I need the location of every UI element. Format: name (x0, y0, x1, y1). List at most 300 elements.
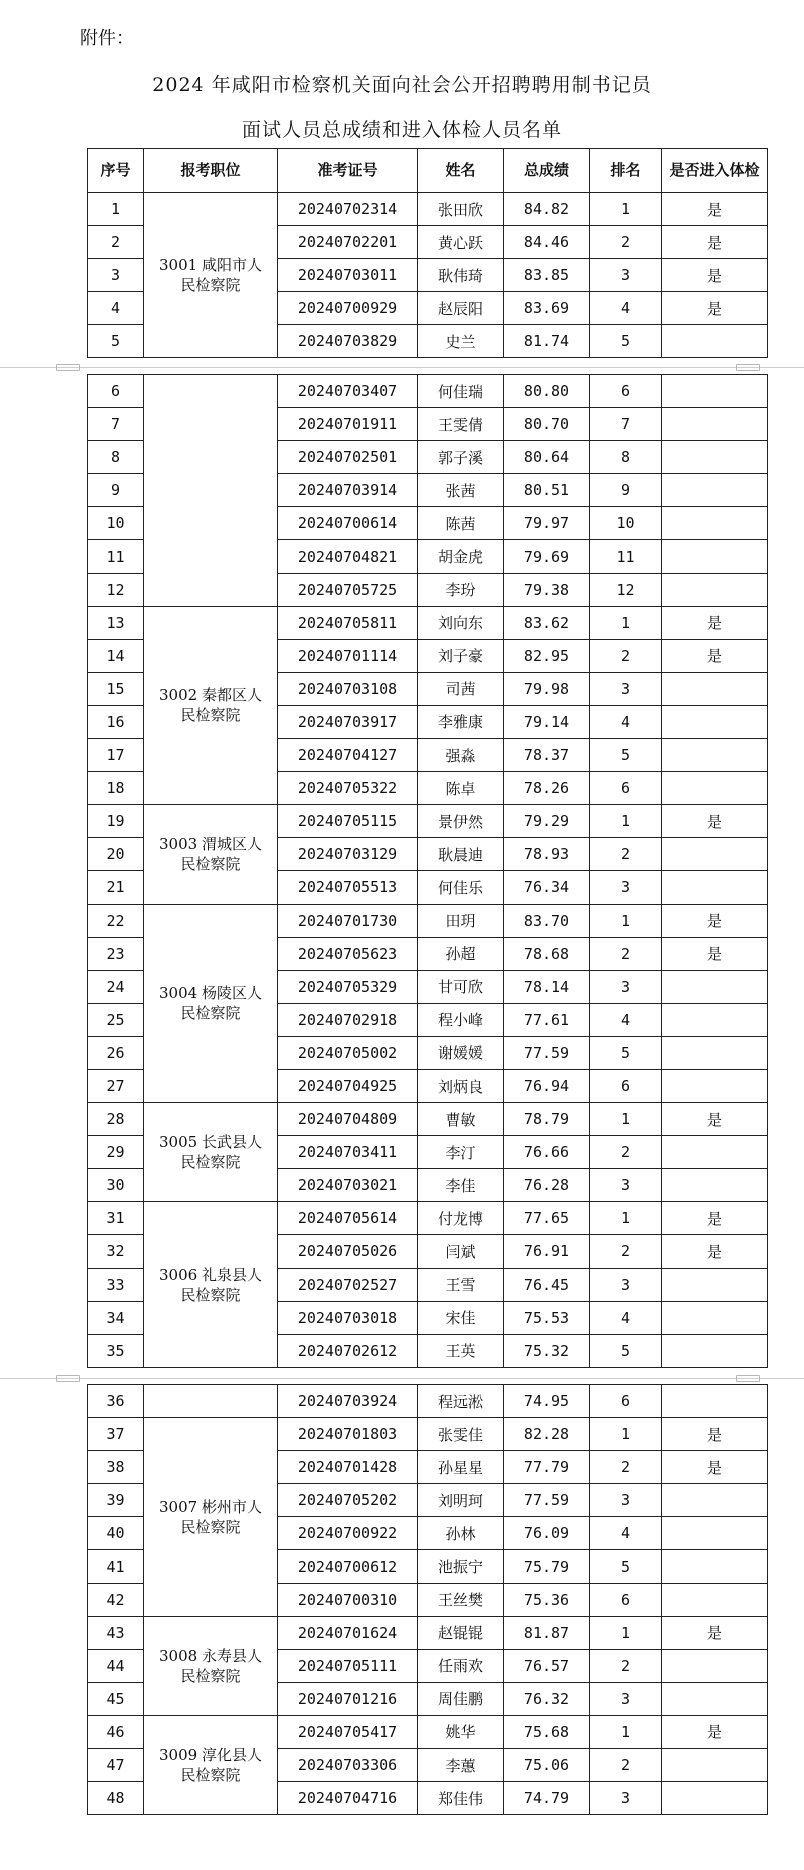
total-score: 79.38 (504, 573, 590, 606)
candidate-name: 程远淞 (418, 1385, 504, 1418)
candidate-name: 陈茜 (418, 507, 504, 540)
page-break-marker-left (56, 1375, 80, 1382)
column-header: 报考职位 (144, 149, 278, 193)
physical-exam-status (662, 1301, 768, 1334)
total-score: 77.59 (504, 1036, 590, 1069)
exam-id: 20240703924 (278, 1385, 418, 1418)
column-header: 是否进入体检 (662, 149, 768, 193)
total-score: 76.32 (504, 1682, 590, 1715)
total-score: 84.82 (504, 193, 590, 226)
exam-id: 20240703129 (278, 838, 418, 871)
exam-id: 20240703407 (278, 375, 418, 408)
column-header: 总成绩 (504, 149, 590, 193)
row-number: 34 (88, 1301, 144, 1334)
total-score: 78.37 (504, 739, 590, 772)
physical-exam-status (662, 1169, 768, 1202)
exam-id: 20240703018 (278, 1301, 418, 1334)
total-score: 82.28 (504, 1418, 590, 1451)
candidate-name: 孙超 (418, 937, 504, 970)
total-score: 75.36 (504, 1583, 590, 1616)
candidate-name: 黄心跃 (418, 226, 504, 259)
rank: 4 (590, 705, 662, 738)
rank: 2 (590, 639, 662, 672)
rank: 3 (590, 1484, 662, 1517)
row-number: 9 (88, 474, 144, 507)
position-cell: 3003 渭城区人民检察院 (144, 805, 278, 904)
exam-id: 20240700612 (278, 1550, 418, 1583)
rank: 3 (590, 871, 662, 904)
rank: 4 (590, 1517, 662, 1550)
results-table (87, 374, 768, 1368)
candidate-name: 赵锟锟 (418, 1616, 504, 1649)
physical-exam-status (662, 1385, 768, 1418)
exam-id: 20240705002 (278, 1036, 418, 1069)
candidate-name: 孙星星 (418, 1451, 504, 1484)
physical-exam-status (662, 1036, 768, 1069)
physical-exam-status (662, 573, 768, 606)
physical-exam-status (662, 705, 768, 738)
row-number: 42 (88, 1583, 144, 1616)
row-number: 14 (88, 639, 144, 672)
row-number: 43 (88, 1616, 144, 1649)
total-score: 81.87 (504, 1616, 590, 1649)
physical-exam-status (662, 739, 768, 772)
candidate-name: 李汀 (418, 1136, 504, 1169)
position-cell (144, 1385, 278, 1418)
table-row (88, 1103, 768, 1136)
row-number: 15 (88, 672, 144, 705)
row-number: 17 (88, 739, 144, 772)
candidate-name: 强淼 (418, 739, 504, 772)
candidate-name: 陈卓 (418, 772, 504, 805)
total-score: 76.28 (504, 1169, 590, 1202)
total-score: 81.74 (504, 325, 590, 358)
rank: 2 (590, 1235, 662, 1268)
rank: 4 (590, 1003, 662, 1036)
candidate-name: 刘炳良 (418, 1069, 504, 1102)
position-cell: 3001 咸阳市人民检察院 (144, 193, 278, 358)
row-number: 1 (88, 193, 144, 226)
physical-exam-status (662, 838, 768, 871)
exam-id: 20240702612 (278, 1334, 418, 1367)
row-number: 41 (88, 1550, 144, 1583)
rank: 1 (590, 1103, 662, 1136)
rank: 2 (590, 937, 662, 970)
physical-exam-status (662, 871, 768, 904)
candidate-name: 周佳鹏 (418, 1682, 504, 1715)
rank: 3 (590, 1682, 662, 1715)
row-number: 35 (88, 1334, 144, 1367)
row-number: 45 (88, 1682, 144, 1715)
exam-id: 20240701428 (278, 1451, 418, 1484)
total-score: 74.79 (504, 1782, 590, 1815)
exam-id: 20240705111 (278, 1649, 418, 1682)
total-score: 76.45 (504, 1268, 590, 1301)
exam-id: 20240705725 (278, 573, 418, 606)
total-score: 75.79 (504, 1550, 590, 1583)
physical-exam-status (662, 1682, 768, 1715)
rank: 3 (590, 970, 662, 1003)
total-score: 80.70 (504, 408, 590, 441)
row-number: 11 (88, 540, 144, 573)
row-number: 39 (88, 1484, 144, 1517)
rank: 9 (590, 474, 662, 507)
total-score: 78.93 (504, 838, 590, 871)
total-score: 78.79 (504, 1103, 590, 1136)
physical-exam-status (662, 970, 768, 1003)
row-number: 5 (88, 325, 144, 358)
row-number: 16 (88, 705, 144, 738)
physical-exam-status: 是 (662, 193, 768, 226)
total-score: 77.59 (504, 1484, 590, 1517)
table-row (88, 1418, 768, 1451)
physical-exam-status (662, 1268, 768, 1301)
column-header: 准考证号 (278, 149, 418, 193)
rank: 5 (590, 1550, 662, 1583)
exam-id: 20240702501 (278, 441, 418, 474)
exam-id: 20240703411 (278, 1136, 418, 1169)
candidate-name: 耿伟琦 (418, 259, 504, 292)
total-score: 76.66 (504, 1136, 590, 1169)
candidate-name: 胡金虎 (418, 540, 504, 573)
physical-exam-status (662, 441, 768, 474)
total-score: 79.69 (504, 540, 590, 573)
rank: 7 (590, 408, 662, 441)
exam-id: 20240703021 (278, 1169, 418, 1202)
rank: 6 (590, 1069, 662, 1102)
exam-id: 20240702918 (278, 1003, 418, 1036)
row-number: 2 (88, 226, 144, 259)
total-score: 77.79 (504, 1451, 590, 1484)
candidate-name: 孙林 (418, 1517, 504, 1550)
rank: 4 (590, 292, 662, 325)
table-row (88, 193, 768, 226)
exam-id: 20240705811 (278, 606, 418, 639)
document-title-line1: 2024 年咸阳市检察机关面向社会公开招聘聘用制书记员 (152, 74, 652, 96)
physical-exam-status: 是 (662, 1202, 768, 1235)
candidate-name: 何佳瑞 (418, 375, 504, 408)
physical-exam-status (662, 408, 768, 441)
candidate-name: 张田欣 (418, 193, 504, 226)
candidate-name: 赵辰阳 (418, 292, 504, 325)
row-number: 33 (88, 1268, 144, 1301)
row-number: 30 (88, 1169, 144, 1202)
rank: 6 (590, 772, 662, 805)
total-score: 79.98 (504, 672, 590, 705)
row-number: 26 (88, 1036, 144, 1069)
column-header: 序号 (88, 149, 144, 193)
position-cell: 3006 礼泉县人民检察院 (144, 1202, 278, 1367)
row-number: 46 (88, 1715, 144, 1748)
rank: 1 (590, 193, 662, 226)
rank: 2 (590, 1136, 662, 1169)
total-score: 84.46 (504, 226, 590, 259)
candidate-name: 刘子豪 (418, 639, 504, 672)
physical-exam-status: 是 (662, 937, 768, 970)
rank: 3 (590, 259, 662, 292)
physical-exam-status: 是 (662, 1451, 768, 1484)
total-score: 74.95 (504, 1385, 590, 1418)
exam-id: 20240704127 (278, 739, 418, 772)
rank: 2 (590, 1749, 662, 1782)
rank: 6 (590, 1385, 662, 1418)
position-cell: 3005 长武县人民检察院 (144, 1103, 278, 1202)
candidate-name: 王英 (418, 1334, 504, 1367)
row-number: 29 (88, 1136, 144, 1169)
candidate-name: 李蕙 (418, 1749, 504, 1782)
physical-exam-status (662, 1517, 768, 1550)
total-score: 75.06 (504, 1749, 590, 1782)
physical-exam-status (662, 474, 768, 507)
candidate-name: 李玢 (418, 573, 504, 606)
candidate-name: 郭子溪 (418, 441, 504, 474)
total-score: 83.70 (504, 904, 590, 937)
position-cell: 3007 彬州市人民检察院 (144, 1418, 278, 1617)
candidate-name: 程小峰 (418, 1003, 504, 1036)
candidate-name: 谢媛媛 (418, 1036, 504, 1069)
rank: 4 (590, 1301, 662, 1334)
candidate-name: 何佳乐 (418, 871, 504, 904)
row-number: 44 (88, 1649, 144, 1682)
candidate-name: 池振宁 (418, 1550, 504, 1583)
candidate-name: 闫斌 (418, 1235, 504, 1268)
exam-id: 20240705026 (278, 1235, 418, 1268)
row-number: 8 (88, 441, 144, 474)
row-number: 24 (88, 970, 144, 1003)
candidate-name: 甘可欣 (418, 970, 504, 1003)
exam-id: 20240703917 (278, 705, 418, 738)
row-number: 47 (88, 1749, 144, 1782)
table-row (88, 606, 768, 639)
physical-exam-status (662, 1649, 768, 1682)
physical-exam-status (662, 1334, 768, 1367)
candidate-name: 李佳 (418, 1169, 504, 1202)
row-number: 3 (88, 259, 144, 292)
candidate-name: 刘向东 (418, 606, 504, 639)
exam-id: 20240702527 (278, 1268, 418, 1301)
candidate-name: 郑佳伟 (418, 1782, 504, 1815)
physical-exam-status (662, 1003, 768, 1036)
row-number: 7 (88, 408, 144, 441)
rank: 1 (590, 904, 662, 937)
rank: 2 (590, 226, 662, 259)
candidate-name: 史兰 (418, 325, 504, 358)
rank: 1 (590, 1715, 662, 1748)
page-break-line (0, 367, 804, 368)
rank: 2 (590, 1451, 662, 1484)
row-number: 32 (88, 1235, 144, 1268)
row-number: 22 (88, 904, 144, 937)
physical-exam-status: 是 (662, 639, 768, 672)
candidate-name: 王雯倩 (418, 408, 504, 441)
row-number: 40 (88, 1517, 144, 1550)
page-break-marker-right (736, 364, 760, 371)
candidate-name: 宋佳 (418, 1301, 504, 1334)
rank: 11 (590, 540, 662, 573)
candidate-name: 王雪 (418, 1268, 504, 1301)
rank: 12 (590, 573, 662, 606)
physical-exam-status (662, 1484, 768, 1517)
exam-id: 20240703829 (278, 325, 418, 358)
physical-exam-status: 是 (662, 226, 768, 259)
position-cell (144, 375, 278, 607)
rank: 5 (590, 1334, 662, 1367)
candidate-name: 任雨欢 (418, 1649, 504, 1682)
total-score: 76.91 (504, 1235, 590, 1268)
row-number: 4 (88, 292, 144, 325)
candidate-name: 田玥 (418, 904, 504, 937)
candidate-name: 王丝樊 (418, 1583, 504, 1616)
row-number: 38 (88, 1451, 144, 1484)
column-header: 排名 (590, 149, 662, 193)
candidate-name: 曹敏 (418, 1103, 504, 1136)
exam-id: 20240704925 (278, 1069, 418, 1102)
rank: 10 (590, 507, 662, 540)
candidate-name: 付龙博 (418, 1202, 504, 1235)
exam-id: 20240701730 (278, 904, 418, 937)
exam-id: 20240704809 (278, 1103, 418, 1136)
rank: 5 (590, 1036, 662, 1069)
candidate-name: 刘明珂 (418, 1484, 504, 1517)
results-table (87, 148, 768, 358)
total-score: 75.68 (504, 1715, 590, 1748)
total-score: 78.68 (504, 937, 590, 970)
exam-id: 20240702201 (278, 226, 418, 259)
rank: 5 (590, 739, 662, 772)
column-header: 姓名 (418, 149, 504, 193)
physical-exam-status: 是 (662, 606, 768, 639)
physical-exam-status (662, 1550, 768, 1583)
physical-exam-status: 是 (662, 1616, 768, 1649)
total-score: 76.09 (504, 1517, 590, 1550)
total-score: 75.53 (504, 1301, 590, 1334)
exam-id: 20240700929 (278, 292, 418, 325)
table-header-row (88, 149, 768, 193)
exam-id: 20240705513 (278, 871, 418, 904)
total-score: 75.32 (504, 1334, 590, 1367)
physical-exam-status (662, 1069, 768, 1102)
candidate-name: 张雯佳 (418, 1418, 504, 1451)
physical-exam-status (662, 1749, 768, 1782)
physical-exam-status: 是 (662, 1715, 768, 1748)
total-score: 77.65 (504, 1202, 590, 1235)
row-number: 20 (88, 838, 144, 871)
position-cell: 3004 杨陵区人民检察院 (144, 904, 278, 1103)
rank: 2 (590, 838, 662, 871)
rank: 3 (590, 1268, 662, 1301)
page-break-marker-right (736, 1375, 760, 1382)
row-number: 37 (88, 1418, 144, 1451)
exam-id: 20240703914 (278, 474, 418, 507)
total-score: 80.64 (504, 441, 590, 474)
physical-exam-status (662, 1136, 768, 1169)
table-row (88, 904, 768, 937)
row-number: 28 (88, 1103, 144, 1136)
total-score: 79.97 (504, 507, 590, 540)
total-score: 82.95 (504, 639, 590, 672)
exam-id: 20240705329 (278, 970, 418, 1003)
exam-id: 20240704821 (278, 540, 418, 573)
exam-id: 20240705614 (278, 1202, 418, 1235)
exam-id: 20240705322 (278, 772, 418, 805)
rank: 1 (590, 1202, 662, 1235)
row-number: 6 (88, 375, 144, 408)
physical-exam-status: 是 (662, 1103, 768, 1136)
exam-id: 20240701216 (278, 1682, 418, 1715)
candidate-name: 李雅康 (418, 705, 504, 738)
exam-id: 20240700310 (278, 1583, 418, 1616)
total-score: 80.51 (504, 474, 590, 507)
rank: 3 (590, 1169, 662, 1202)
table-row (88, 1715, 768, 1748)
candidate-name: 姚华 (418, 1715, 504, 1748)
row-number: 23 (88, 937, 144, 970)
total-score: 83.62 (504, 606, 590, 639)
physical-exam-status: 是 (662, 292, 768, 325)
total-score: 79.29 (504, 805, 590, 838)
table-row (88, 1202, 768, 1235)
exam-id: 20240703011 (278, 259, 418, 292)
table-row (88, 805, 768, 838)
row-number: 27 (88, 1069, 144, 1102)
exam-id: 20240705623 (278, 937, 418, 970)
physical-exam-status (662, 540, 768, 573)
exam-id: 20240701911 (278, 408, 418, 441)
physical-exam-status: 是 (662, 904, 768, 937)
rank: 6 (590, 375, 662, 408)
row-number: 13 (88, 606, 144, 639)
candidate-name: 司茜 (418, 672, 504, 705)
physical-exam-status (662, 325, 768, 358)
physical-exam-status: 是 (662, 1418, 768, 1451)
physical-exam-status: 是 (662, 1235, 768, 1268)
candidate-name: 耿晨迪 (418, 838, 504, 871)
row-number: 19 (88, 805, 144, 838)
physical-exam-status (662, 672, 768, 705)
rank: 6 (590, 1583, 662, 1616)
physical-exam-status: 是 (662, 259, 768, 292)
row-number: 25 (88, 1003, 144, 1036)
exam-id: 20240702314 (278, 193, 418, 226)
row-number: 31 (88, 1202, 144, 1235)
total-score: 83.69 (504, 292, 590, 325)
row-number: 48 (88, 1782, 144, 1815)
total-score: 76.34 (504, 871, 590, 904)
physical-exam-status (662, 507, 768, 540)
exam-id: 20240705417 (278, 1715, 418, 1748)
physical-exam-status (662, 1583, 768, 1616)
total-score: 78.14 (504, 970, 590, 1003)
candidate-name: 景伊然 (418, 805, 504, 838)
rank: 5 (590, 325, 662, 358)
total-score: 79.14 (504, 705, 590, 738)
exam-id: 20240703306 (278, 1749, 418, 1782)
total-score: 83.85 (504, 259, 590, 292)
exam-id: 20240704716 (278, 1782, 418, 1815)
rank: 8 (590, 441, 662, 474)
total-score: 80.80 (504, 375, 590, 408)
table-row (88, 1385, 768, 1418)
physical-exam-status: 是 (662, 805, 768, 838)
total-score: 76.57 (504, 1649, 590, 1682)
exam-id: 20240701114 (278, 639, 418, 672)
exam-id: 20240705202 (278, 1484, 418, 1517)
rank: 3 (590, 1782, 662, 1815)
rank: 2 (590, 1649, 662, 1682)
exam-id: 20240700922 (278, 1517, 418, 1550)
position-cell: 3009 淳化县人民检察院 (144, 1715, 278, 1814)
document-title-line2: 面试人员总成绩和进入体检人员名单 (241, 119, 562, 141)
